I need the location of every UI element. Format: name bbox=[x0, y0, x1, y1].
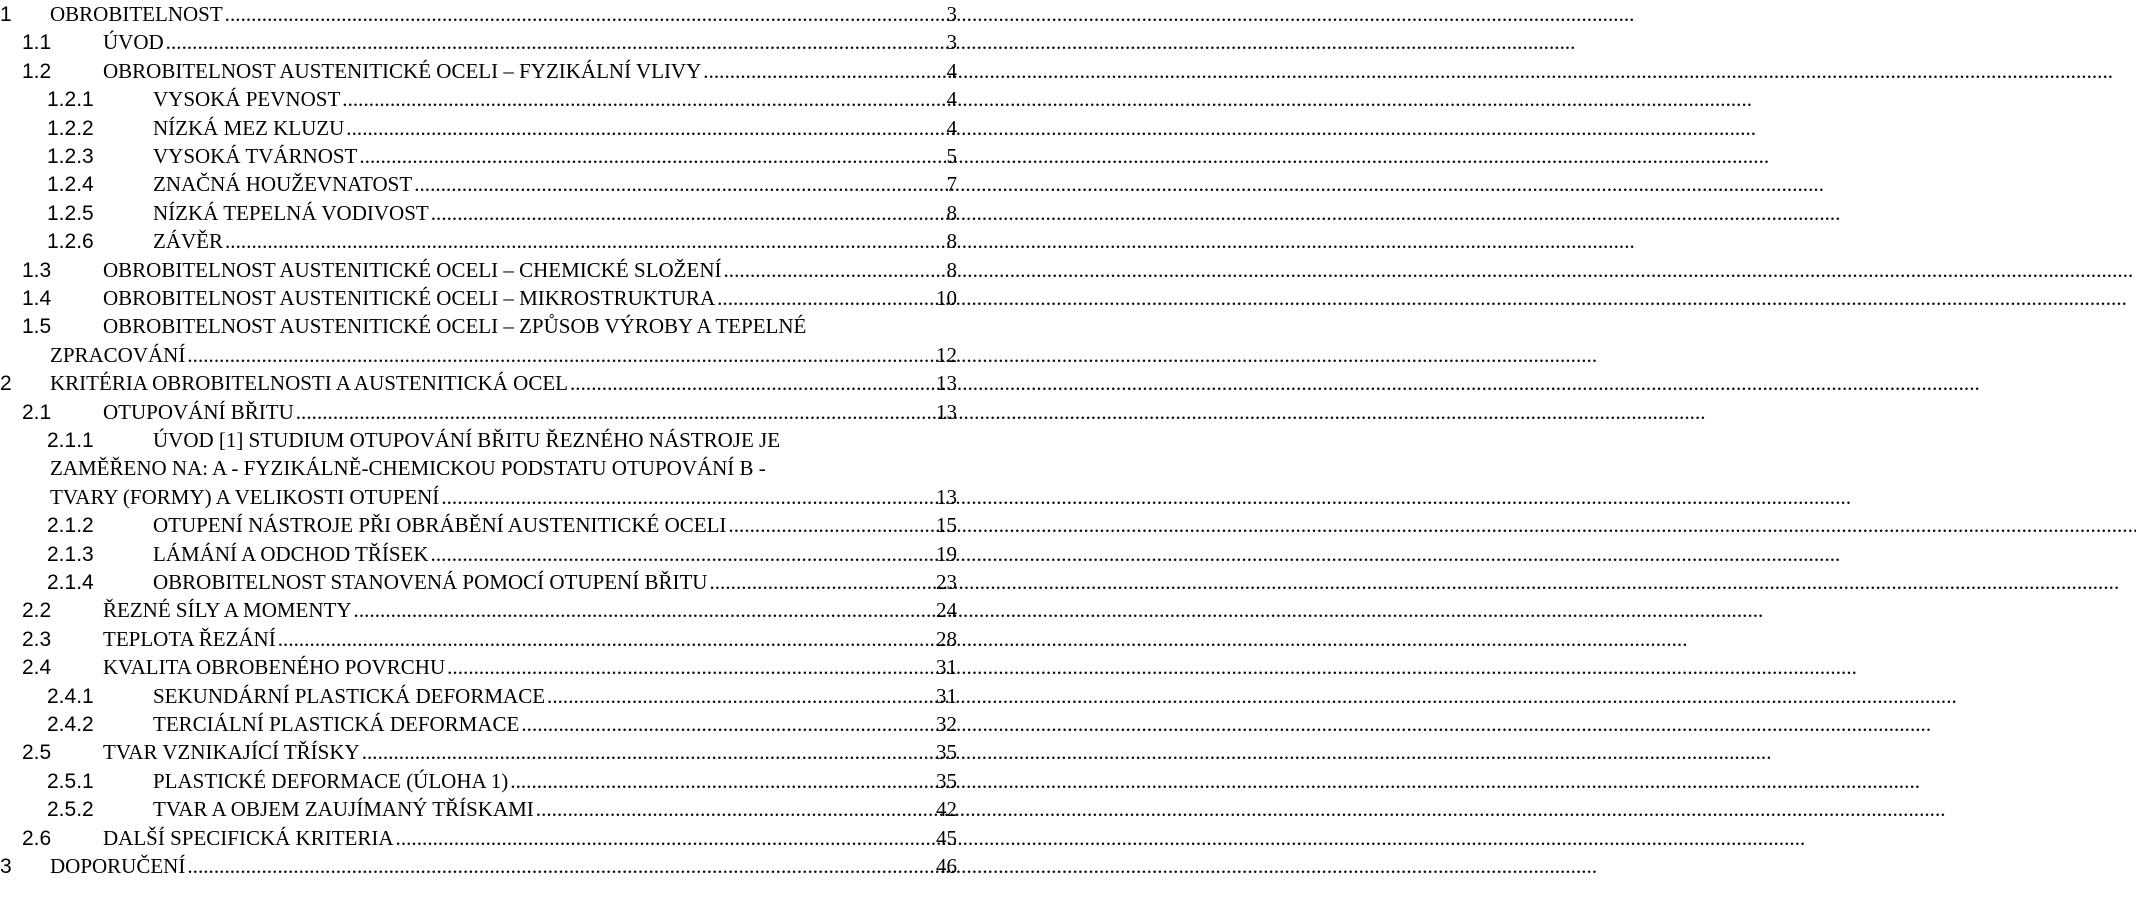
toc-entry-title[interactable]: TERCIÁLNÍ PLASTICKÁ DEFORMACE bbox=[153, 712, 520, 736]
toc-entry-line[interactable] bbox=[103, 256, 957, 285]
toc-entry[interactable] bbox=[0, 738, 960, 767]
toc-entry-title[interactable]: ZÁVĚR bbox=[153, 229, 223, 254]
toc-entry-title[interactable]: DALŠÍ SPECIFICKÁ KRITERIA bbox=[103, 825, 394, 850]
toc-entry-line[interactable] bbox=[103, 57, 957, 86]
toc-entry[interactable] bbox=[0, 511, 960, 540]
toc-entry-line[interactable] bbox=[103, 738, 957, 767]
toc-leader-dots bbox=[396, 824, 934, 853]
toc-entry-page-number[interactable]: 46 bbox=[936, 854, 957, 878]
toc-entry-title[interactable]: LÁMÁNÍ A ODCHOD TŘÍSEK bbox=[153, 541, 429, 566]
toc-entry[interactable] bbox=[0, 341, 960, 370]
toc-entry-number: 1.1 bbox=[22, 31, 52, 55]
toc-entry-title[interactable]: NÍZKÁ TEPELNÁ VODIVOST bbox=[153, 200, 429, 225]
toc-leader-dots bbox=[717, 284, 934, 313]
toc-leader-dots bbox=[724, 256, 945, 285]
toc-leader-dots bbox=[536, 795, 934, 824]
toc-entry-line[interactable] bbox=[153, 511, 957, 540]
toc-entry-line[interactable] bbox=[153, 85, 957, 114]
toc-leader-dots bbox=[521, 710, 934, 739]
toc-entry-page-number[interactable]: 8 bbox=[946, 229, 957, 254]
toc-entry-page-number[interactable]: 13 bbox=[936, 371, 957, 396]
toc-entry-title[interactable]: TVAR VZNIKAJÍCÍ TŘÍSKY bbox=[103, 740, 360, 765]
toc-entry-title[interactable]: ŘEZNÉ SÍLY A MOMENTY bbox=[103, 598, 352, 623]
toc-leader-dots bbox=[225, 0, 945, 29]
toc-entry-number: 1.2.1 bbox=[47, 88, 94, 112]
toc-entry-number: 2.5.1 bbox=[47, 769, 94, 793]
toc-entry-line[interactable] bbox=[153, 568, 957, 597]
toc-entry-page-number[interactable]: 10 bbox=[936, 286, 957, 310]
toc-entry-title[interactable]: SEKUNDÁRNÍ PLASTICKÁ DEFORMACE bbox=[153, 683, 546, 708]
toc-entry-title[interactable]: ZNAČNÁ HOUŽEVNATOST bbox=[153, 172, 413, 197]
toc-leader-dots bbox=[547, 682, 934, 711]
toc-entry-title[interactable]: ZPRACOVÁNÍ bbox=[50, 342, 186, 367]
toc-leader-dots bbox=[278, 625, 934, 654]
toc-entry-line[interactable] bbox=[153, 114, 957, 143]
toc-entry-line[interactable] bbox=[153, 682, 957, 711]
toc-entry-line[interactable] bbox=[103, 28, 957, 57]
toc-entry-page-number[interactable]: 32 bbox=[936, 712, 957, 736]
toc-entry[interactable] bbox=[0, 824, 960, 853]
toc-entry-page-number[interactable]: 19 bbox=[936, 541, 957, 566]
toc-leader-dots bbox=[187, 852, 934, 881]
toc-entry-page-number[interactable]: 4 bbox=[946, 58, 957, 83]
toc-entry-line[interactable] bbox=[153, 540, 957, 569]
toc-entry-number: 1 bbox=[0, 3, 12, 26]
toc-entry-page-number[interactable]: 45 bbox=[936, 825, 957, 850]
toc-entry-number: 2.1 bbox=[22, 400, 52, 424]
toc-leader-dots bbox=[431, 199, 945, 228]
toc-entry-line[interactable] bbox=[103, 625, 957, 654]
toc-entry-number: 1.5 bbox=[22, 315, 52, 339]
toc-entry-number: 2.1.3 bbox=[47, 542, 94, 566]
toc-entry-title[interactable]: NÍZKÁ MEZ KLUZU bbox=[153, 115, 345, 140]
toc-leader-dots bbox=[728, 511, 934, 540]
toc-entry[interactable] bbox=[0, 57, 960, 86]
toc-entry-number: 2.1.4 bbox=[47, 571, 94, 594]
toc-entry[interactable] bbox=[0, 170, 960, 199]
toc-entry-page-number[interactable]: 31 bbox=[936, 655, 957, 680]
toc-entry-number: 2 bbox=[0, 372, 12, 396]
toc-leader-dots bbox=[346, 114, 944, 143]
toc-leader-dots bbox=[359, 142, 944, 171]
toc-entry[interactable] bbox=[0, 85, 960, 114]
toc-entry-number: 2.2 bbox=[22, 599, 52, 623]
toc-entry-number: 1.2 bbox=[22, 59, 52, 83]
toc-entry-page-number[interactable]: 35 bbox=[936, 768, 957, 793]
toc-entry-number: 1.3 bbox=[22, 258, 52, 282]
toc-entry-title[interactable]: OBROBITELNOST AUSTENITICKÉ OCELI – FYZIKÁLNÍ VLIVY bbox=[103, 58, 702, 83]
toc-entry[interactable] bbox=[0, 114, 960, 143]
toc-entry-title-line[interactable]: OBROBITELNOST AUSTENITICKÉ OCELI – ZPŮSOB VÝROBY A TEPELNÉ bbox=[103, 314, 807, 339]
toc-entry[interactable] bbox=[0, 28, 960, 57]
toc-entry-line[interactable] bbox=[103, 824, 957, 853]
toc-entry-line[interactable] bbox=[153, 170, 957, 199]
toc-entry-page-number[interactable]: 5 bbox=[946, 144, 957, 168]
toc-entry[interactable] bbox=[0, 568, 960, 597]
toc-entry[interactable] bbox=[0, 227, 960, 256]
toc-leader-dots bbox=[225, 227, 945, 256]
toc-entry-number: 1.4 bbox=[22, 287, 52, 310]
toc-entry-title[interactable]: KRITÉRIA OBROBITELNOSTI A AUSTENITICKÁ OCEL bbox=[50, 371, 568, 396]
toc-entry-page-number[interactable]: 8 bbox=[946, 200, 957, 225]
toc-entry-line[interactable] bbox=[103, 284, 957, 313]
toc-entry-number: 2.5 bbox=[22, 741, 52, 765]
toc-entry[interactable] bbox=[0, 0, 960, 29]
toc-entry[interactable] bbox=[0, 199, 960, 228]
toc-entry[interactable] bbox=[0, 540, 960, 569]
toc-entry-number: 3 bbox=[0, 855, 12, 878]
toc-entry-page-number[interactable]: 3 bbox=[946, 30, 957, 55]
toc-entry-line[interactable] bbox=[153, 710, 957, 739]
toc-entry-title-line[interactable]: ÚVOD [1] STUDIUM OTUPOVÁNÍ BŘITU ŘEZNÉHO NÁSTROJE JE bbox=[153, 428, 781, 452]
toc-entry[interactable] bbox=[0, 653, 960, 682]
toc-entry-number: 1.2.3 bbox=[47, 145, 94, 168]
toc-entry-number: 1.2.4 bbox=[47, 173, 94, 197]
toc-entry-line[interactable] bbox=[50, 483, 957, 512]
toc-entry-line[interactable] bbox=[153, 227, 957, 256]
toc-leader-dots bbox=[431, 540, 934, 569]
toc-entry-page-number[interactable]: 12 bbox=[936, 342, 957, 367]
toc-entry-page-number[interactable]: 7 bbox=[946, 172, 957, 197]
toc-entry-title[interactable]: OTUPOVÁNÍ BŘITU bbox=[103, 399, 294, 424]
toc-entry-number: 1.2.5 bbox=[47, 201, 94, 225]
toc-leader-dots bbox=[703, 57, 944, 86]
toc-entry-page-number[interactable]: 28 bbox=[936, 626, 957, 651]
toc-entry-number: 2.4.2 bbox=[47, 713, 94, 736]
toc-leader-dots bbox=[296, 398, 934, 427]
toc-entry-number: 1.2.2 bbox=[47, 116, 94, 140]
toc-leader-dots bbox=[354, 596, 934, 625]
toc-entry-page-number[interactable]: 3 bbox=[946, 2, 957, 26]
toc-entry[interactable] bbox=[0, 682, 960, 711]
toc-entry-page-number[interactable]: 31 bbox=[936, 683, 957, 708]
toc-entry-line[interactable] bbox=[153, 767, 957, 796]
toc-entry-number: 2.3 bbox=[22, 627, 52, 651]
toc-leader-dots bbox=[362, 738, 934, 767]
toc-entry-number: 1.2.6 bbox=[47, 230, 94, 254]
toc-entry[interactable] bbox=[0, 256, 960, 285]
toc-entry-title[interactable]: TVARY (FORMY) A VELIKOSTI OTUPENÍ bbox=[50, 484, 440, 509]
toc-leader-dots bbox=[447, 653, 934, 682]
toc-entry[interactable] bbox=[0, 483, 960, 512]
toc-leader-dots bbox=[709, 568, 934, 597]
toc-entry-line[interactable] bbox=[153, 795, 957, 824]
toc-entry-title[interactable]: OBROBITELNOST AUSTENITICKÉ OCELI – MIKROSTRUKTURA bbox=[103, 286, 716, 310]
toc-entry[interactable] bbox=[0, 398, 960, 427]
toc-entry-title[interactable]: PLASTICKÉ DEFORMACE (ÚLOHA 1) bbox=[153, 768, 509, 793]
toc-entry[interactable] bbox=[0, 795, 960, 824]
toc-entry-line[interactable] bbox=[103, 653, 957, 682]
toc-leader-dots bbox=[187, 341, 934, 370]
toc-entry-title[interactable]: DOPORUČENÍ bbox=[50, 854, 186, 878]
toc-leader-dots bbox=[510, 767, 934, 796]
toc-entry-line[interactable] bbox=[50, 852, 957, 881]
toc-entry-title-line[interactable]: ZAMĚŘENO NA: A - FYZIKÁLNĚ-CHEMICKOU PODSTATU OTUPOVÁNÍ B - bbox=[50, 456, 766, 481]
toc-entry-line[interactable] bbox=[103, 398, 957, 427]
toc-entry-title[interactable]: KVALITA OBROBENÉHO POVRCHU bbox=[103, 655, 446, 680]
toc-entry-title[interactable]: ÚVOD bbox=[103, 30, 164, 55]
toc-entry-number: 2.1.1 bbox=[47, 429, 94, 452]
toc-entry-title[interactable]: OBROBITELNOST bbox=[50, 2, 223, 26]
toc-entry-page-number[interactable]: 4 bbox=[946, 87, 957, 112]
toc-leader-dots bbox=[414, 170, 944, 199]
toc-leader-dots bbox=[166, 28, 945, 57]
toc-entry[interactable] bbox=[0, 852, 960, 881]
toc-entry[interactable] bbox=[0, 710, 960, 739]
toc-entry-title[interactable]: OTUPENÍ NÁSTROJE PŘI OBRÁBĚNÍ AUSTENITICKÉ OCELI bbox=[153, 513, 727, 538]
toc-entry-page-number[interactable]: 15 bbox=[936, 513, 957, 538]
toc-entry-page-number[interactable]: 23 bbox=[936, 570, 957, 594]
toc-entry[interactable] bbox=[0, 284, 960, 313]
toc-entry-number: 2.5.2 bbox=[47, 798, 94, 822]
toc-entry-line[interactable] bbox=[153, 142, 957, 171]
toc-entry[interactable] bbox=[0, 369, 960, 398]
toc-entry-page-number[interactable]: 4 bbox=[946, 115, 957, 140]
toc-entry[interactable] bbox=[0, 142, 960, 171]
toc-entry-number: 2.1.2 bbox=[47, 514, 94, 538]
toc-entry-title[interactable]: VYSOKÁ PEVNOST bbox=[153, 87, 341, 112]
toc-entry-number: 2.4.1 bbox=[47, 684, 94, 708]
toc-entry-title[interactable]: VYSOKÁ TVÁRNOST bbox=[153, 144, 358, 168]
toc-entry-line[interactable] bbox=[153, 199, 957, 228]
toc-entry-page-number[interactable]: 42 bbox=[936, 797, 957, 822]
toc-entry-page-number[interactable]: 13 bbox=[936, 399, 957, 424]
toc-entry-page-number[interactable]: 8 bbox=[946, 257, 957, 282]
toc-entry-number: 2.6 bbox=[22, 826, 52, 850]
toc-entry[interactable] bbox=[0, 596, 960, 625]
toc-entry-title[interactable]: OBROBITELNOST STANOVENÁ POMOCÍ OTUPENÍ BŘITU bbox=[153, 570, 708, 594]
toc-entry[interactable] bbox=[0, 767, 960, 796]
toc-entry[interactable] bbox=[0, 625, 960, 654]
toc-entry-page-number[interactable]: 24 bbox=[936, 598, 957, 623]
toc-entry-number: 2.4 bbox=[22, 656, 52, 680]
toc-leader-dots bbox=[342, 85, 944, 114]
toc-leader-dots bbox=[441, 483, 934, 512]
toc-entry-line[interactable] bbox=[50, 341, 957, 370]
toc-entry-page-number[interactable]: 13 bbox=[936, 484, 957, 509]
toc-entry-title[interactable]: TVAR A OBJEM ZAUJÍMANÝ TŘÍSKAMI bbox=[153, 797, 534, 822]
toc-entry-line[interactable] bbox=[103, 596, 957, 625]
toc-leader-dots bbox=[570, 369, 934, 398]
toc-entry-line[interactable] bbox=[50, 369, 957, 398]
toc-entry-page-number[interactable]: 35 bbox=[936, 740, 957, 765]
toc-entry-title[interactable]: TEPLOTA ŘEZÁNÍ bbox=[103, 626, 276, 651]
toc-entry-line[interactable] bbox=[50, 0, 957, 29]
toc-entry-title[interactable]: OBROBITELNOST AUSTENITICKÉ OCELI – CHEMICKÉ SLOŽENÍ bbox=[103, 257, 722, 282]
